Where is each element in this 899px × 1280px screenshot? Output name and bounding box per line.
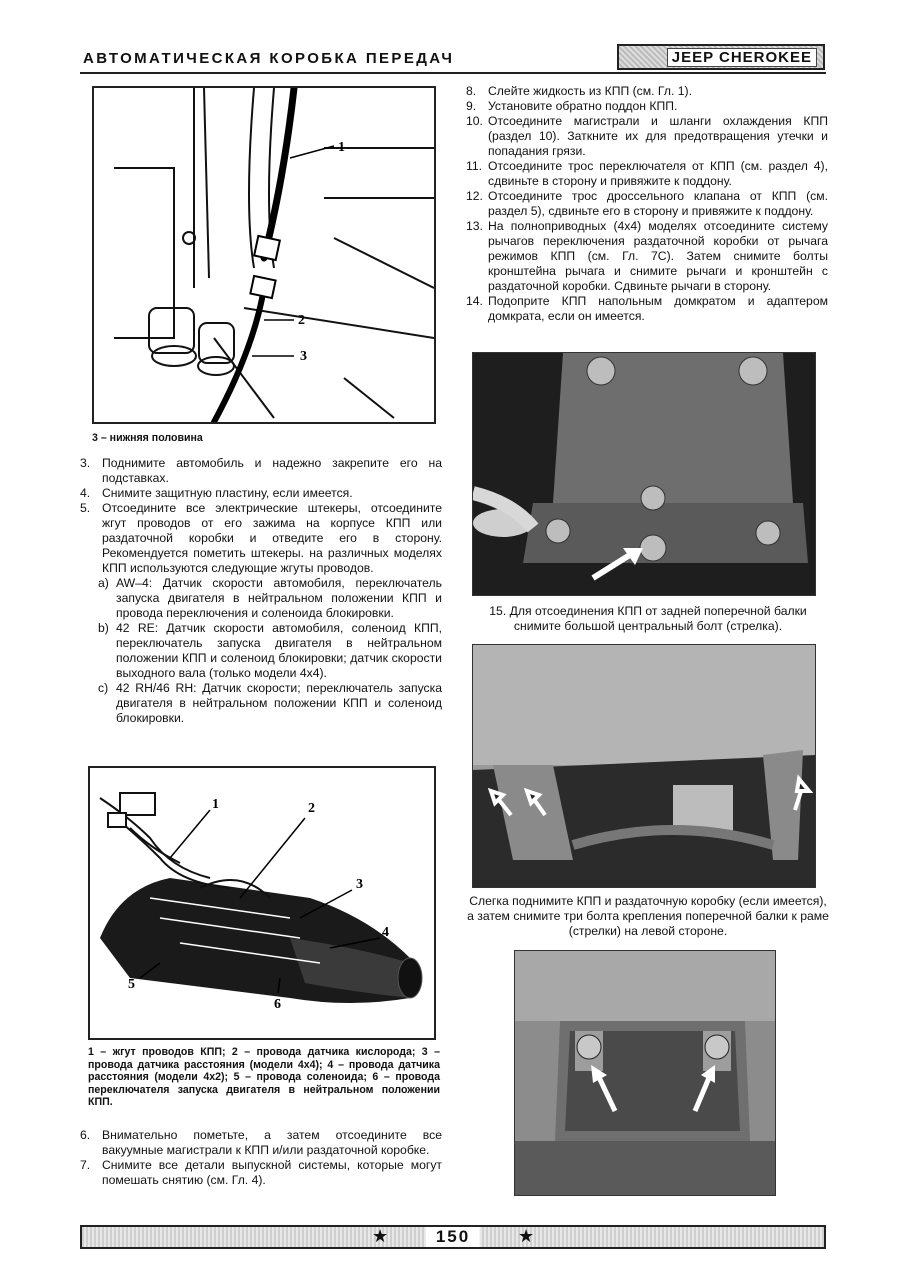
figure2-caption: 1 – жгут проводов КПП; 2 – провода датчика кислорода; 3 – провода датчика расстояния (модели 4x4); 4 – провода датчика расстояния (модели 4x2); 5 – провода соленоида; 6 – провода переключателя запуска двигателя в нейтральном положении КПП. — [88, 1046, 440, 1108]
photo2-caption: Слегка поднимите КПП и раздаточную коробку (если имеется), а затем снимите три болта крепления поперечной балки к раме (стрелки) на левой стороне. — [467, 894, 829, 938]
step-9: 9. Установите обратно поддон КПП. — [466, 99, 678, 113]
step-13: 13. На полноприводных (4x4) моделях отсоедините систему рычагов переключения раздаточной коробки от рычага режимов КПП (см. Гл. 7С). Затем снимите болты кронштейна рычага и снимите рычаги и кронштейн с раздаточной коробки. Сдвиньте рычаги в сторону. — [466, 219, 828, 293]
step-7: 7. Снимите все детали выпускной системы, которые могут помешать снятию (см. Гл. 4). — [80, 1158, 442, 1187]
step-6: 6. Внимательно пометьте, а затем отсоедините все вакуумные магистрали к КПП и/или раздаточной коробке. — [80, 1128, 442, 1157]
substep-c: c) 42 RH/46 RH: Датчик скорости; переключатель запуска двигателя в нейтральном положении КПП и соленоид блокировки. — [98, 681, 442, 725]
step-11: 11. Отсоедините трос переключателя от КПП (см. раздел 4), сдвиньте в сторону и привяжите к поддону. — [466, 159, 828, 188]
wiring-illustration — [90, 768, 434, 1038]
step-8: 8. Слейте жидкость из КПП (см. Гл. 1). — [466, 84, 692, 98]
callout-6: 6 — [274, 997, 281, 1012]
photo3-image — [515, 951, 775, 1195]
step-4: 4. Снимите защитную пластину, если имеется. — [80, 486, 353, 500]
cable-illustration — [94, 88, 434, 422]
section-title: АВТОМАТИЧЕСКАЯ КОРОБКА ПЕРЕДАЧ — [83, 50, 455, 67]
photo1-caption: 15. Для отсоединения КПП от задней поперечной балки снимите большой центральный болт (стрелка). — [489, 604, 807, 633]
photo-crossmember-bolt — [472, 352, 816, 596]
step-10: 10. Отсоедините магистрали и шланги охлаждения КПП (раздел 10). Заткните их для предотвращения утечки и попадания грязи. — [466, 114, 828, 158]
photo2-image — [473, 645, 815, 887]
left-column-steps — [80, 456, 442, 726]
star-icon-right: ★ — [518, 1226, 535, 1246]
right-column-steps — [466, 84, 828, 324]
step-12: 12. Отсоедините трос дроссельного клапана от КПП (см. раздел 5), сдвиньте его в сторону и привяжите к поддону. — [466, 189, 828, 218]
figure-cable-drawing — [92, 86, 436, 424]
step-3: 3. Поднимите автомобиль и надежно закрепите его на подставках. — [80, 456, 442, 485]
callout-2: 2 — [298, 313, 305, 328]
callout-1: 1 — [338, 140, 345, 155]
page-footer — [80, 1225, 826, 1249]
callout-5: 5 — [128, 977, 135, 992]
step-14: 14. Подоприте КПП напольным домкратом и адаптером домкрата, если он имеется. — [466, 294, 828, 323]
photo-bracket-bolts — [514, 950, 776, 1196]
callout-1: 1 — [212, 797, 219, 812]
substep-a: a) AW–4: Датчик скорости автомобиля, переключатель запуска двигателя в нейтральном положении КПП и провода переключения и соленоида блокировки. — [98, 576, 442, 620]
substep-b: b) 42 RE: Датчик скорости автомобиля, соленоид КПП, переключатель запуска двигателя в нейтральном положении КПП и соленоид блокировки; датчик скорости выходного вала (только модели 4x4). — [98, 621, 442, 680]
header-divider — [80, 72, 826, 74]
page-number: 150 — [426, 1227, 480, 1247]
left-column-steps-2 — [80, 1128, 442, 1188]
step-5: 5. Отсоедините все электрические штекеры, отсоедините жгут проводов от его зажима на корпусе КПП или раздаточной коробки и отведите его в сторону. Рекомендуется пометить штекеры. на различных моделях КПП используются следующие жгуты проводов. — [80, 501, 442, 575]
callout-3: 3 — [300, 349, 307, 364]
photo1-image — [473, 353, 815, 595]
figure-wiring-drawing — [88, 766, 436, 1040]
star-icon-left: ★ — [372, 1226, 389, 1246]
callout-4: 4 — [382, 925, 389, 940]
brand-box — [617, 44, 825, 70]
photo-crossmember-frame — [472, 644, 816, 888]
figure1-caption: 3 – нижняя половина — [92, 432, 203, 444]
callout-2: 2 — [308, 801, 315, 816]
callout-3: 3 — [356, 877, 363, 892]
brand-label: JEEP CHEROKEE — [667, 48, 817, 67]
